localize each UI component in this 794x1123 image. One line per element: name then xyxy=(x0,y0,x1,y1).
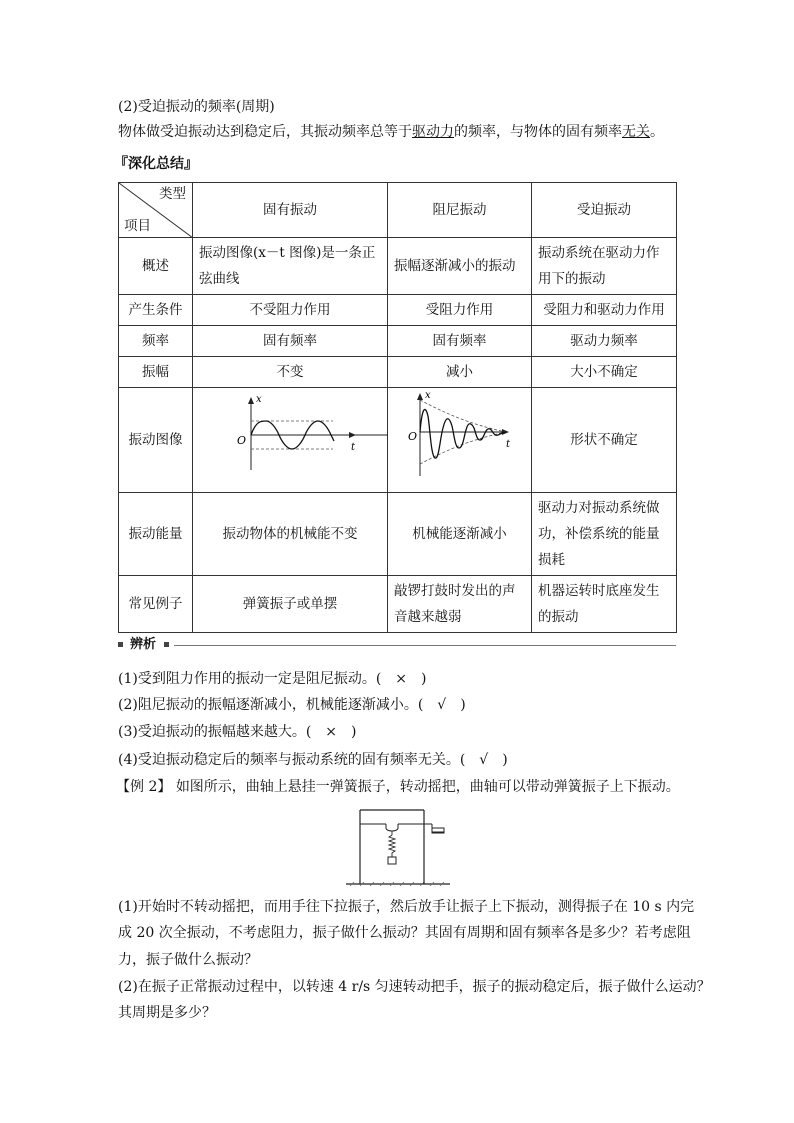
sine-graph-cell xyxy=(193,388,388,493)
table-cell: 受阻力和驱动力作用 xyxy=(532,295,677,326)
row-header: 常见例子 xyxy=(119,576,193,633)
analysis-item-text: (3)受迫振动的振幅越来越大。( xyxy=(118,724,312,740)
example-statement xyxy=(116,776,680,798)
corner-header-cell xyxy=(119,183,193,238)
subsection-heading: (2)受迫振动的频率(周期) xyxy=(118,99,275,115)
row-header: 产生条件 xyxy=(119,295,193,326)
analysis-item-close: ) xyxy=(460,697,466,713)
intro-term-unrelated: 无关 xyxy=(622,124,650,140)
intro-sentence xyxy=(118,121,664,143)
comparison-table xyxy=(118,182,677,633)
check-mark: √ xyxy=(479,752,489,768)
crank-spring-figure xyxy=(346,802,450,886)
corner-label-item: 项目 xyxy=(124,218,151,234)
question-1-line-2: 成 20 次全振动，不考虑阻力，振子做什么振动？其固有周期和固有频率各是多少？若考虑阻 xyxy=(118,925,691,941)
table-cell: 机器运转时底座发生的振动 xyxy=(532,576,677,633)
table-cell: 驱动力频率 xyxy=(532,326,677,357)
row-header: 频率 xyxy=(119,326,193,357)
table-cell: 固有频率 xyxy=(193,326,388,357)
table-cell: 敲锣打鼓时发出的声音越来越弱 xyxy=(388,576,532,633)
sine-graph-origin-label: O xyxy=(237,434,247,447)
sine-wave-graph xyxy=(193,388,388,483)
damped-graph-origin-label: O xyxy=(408,430,418,443)
damped-graph-cell xyxy=(388,388,532,493)
table-row xyxy=(119,326,677,357)
analysis-item-text: (1)受到阻力作用的振动一定是阻尼振动。( xyxy=(118,671,382,687)
table-cell: 减小 xyxy=(388,357,532,388)
table-cell: 形状不确定 xyxy=(532,388,677,493)
example-text: 如图所示，曲轴上悬挂一弹簧振子，转动摇把，曲轴可以带动弹簧振子上下振动。 xyxy=(175,779,680,795)
table-cell: 振动系统在驱动力作用下的振动 xyxy=(532,238,677,295)
cross-mark: × xyxy=(325,724,338,740)
table-cell: 受阻力作用 xyxy=(388,295,532,326)
question-2-line-2: 其周期是多少？ xyxy=(118,1005,216,1021)
table-header-row xyxy=(119,183,677,238)
intro-sentence-before: 物体做受迫振动达到稳定后，其振动频率总等于 xyxy=(118,124,412,140)
analysis-item xyxy=(118,668,427,690)
analysis-item-close: ) xyxy=(351,724,357,740)
summary-title: 『深化总结』 xyxy=(114,156,198,172)
table-row xyxy=(119,388,677,493)
question-1-line-1: (1)开始时不转动摇把，而用手往下拉振子，然后放手让振子上下振动，测得振子在 10 s 内完 xyxy=(118,899,695,915)
table-cell: 振动图像(x－t 图像)是一条正弦曲线 xyxy=(193,238,388,295)
intro-sentence-end: 。 xyxy=(650,124,664,140)
row-header: 振动图像 xyxy=(119,388,193,493)
analysis-item-close: ) xyxy=(502,752,508,768)
analysis-item xyxy=(118,721,357,743)
table-cell: 不变 xyxy=(193,357,388,388)
damped-graph-t-label: t xyxy=(506,439,511,450)
analysis-section-bar xyxy=(118,636,676,654)
row-header: 振动能量 xyxy=(119,493,193,576)
section-marker-square xyxy=(164,642,169,647)
check-mark: √ xyxy=(437,697,447,713)
section-divider xyxy=(174,645,676,646)
row-header: 概述 xyxy=(119,238,193,295)
table-row xyxy=(119,576,677,633)
intro-sentence-middle: 的频率，与物体的固有频率 xyxy=(454,124,622,140)
cross-mark: × xyxy=(395,671,408,687)
sine-graph-x-label: x xyxy=(256,394,262,405)
table-row xyxy=(119,493,677,576)
analysis-label: 辨析 xyxy=(130,637,157,652)
table-cell: 机械能逐渐减小 xyxy=(388,493,532,576)
analysis-item-text: (2)阻尼振动的振幅逐渐减小，机械能逐渐减小。( xyxy=(118,697,424,713)
question-1-line-3: 力，振子做什么振动？ xyxy=(118,952,258,968)
table-cell: 弹簧振子或单摆 xyxy=(193,576,388,633)
question-2-line-1: (2)在振子正常振动过程中，以转速 4 r/s 匀速转动把手，振子的振动稳定后，振子做什么运动？ xyxy=(118,979,711,995)
table-row xyxy=(119,238,677,295)
example-label: 【例 2】 xyxy=(116,779,172,795)
table-cell: 驱动力对振动系统做功，补偿系统的能量损耗 xyxy=(532,493,677,576)
column-header-damped: 阻尼振动 xyxy=(388,183,532,238)
table-cell: 振幅逐渐减小的振动 xyxy=(388,238,532,295)
section-marker-square xyxy=(118,642,123,647)
analysis-item-text: (4)受迫振动稳定后的频率与振动系统的固有频率无关。( xyxy=(118,752,466,768)
intro-term-driving-force: 驱动力 xyxy=(412,124,454,140)
column-header-forced: 受迫振动 xyxy=(532,183,677,238)
sine-graph-t-label: t xyxy=(351,442,356,453)
analysis-item xyxy=(118,749,508,771)
row-header: 振幅 xyxy=(119,357,193,388)
table-cell: 大小不确定 xyxy=(532,357,677,388)
table-cell: 振动物体的机械能不变 xyxy=(193,493,388,576)
damped-wave-graph xyxy=(388,388,532,483)
table-row xyxy=(119,357,677,388)
column-header-natural: 固有振动 xyxy=(193,183,388,238)
table-cell: 不受阻力作用 xyxy=(193,295,388,326)
table-row xyxy=(119,295,677,326)
corner-label-type: 类型 xyxy=(159,186,186,202)
analysis-item xyxy=(118,694,466,716)
analysis-item-close: ) xyxy=(421,671,427,687)
table-cell: 固有频率 xyxy=(388,326,532,357)
damped-graph-x-label: x xyxy=(425,390,431,401)
